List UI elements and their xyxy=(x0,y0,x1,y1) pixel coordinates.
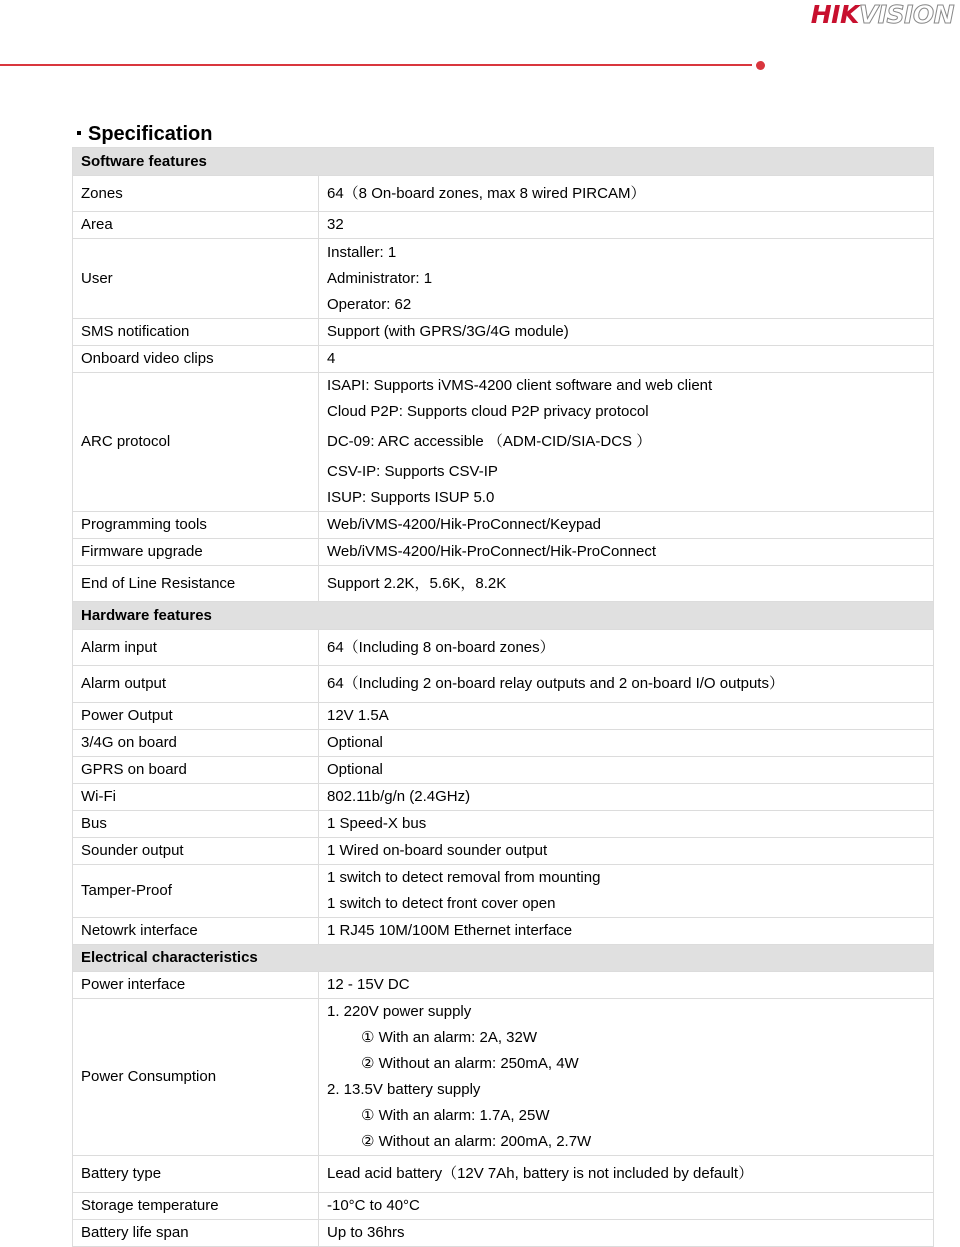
spec-label: Wi-Fi xyxy=(73,784,319,811)
table-row xyxy=(73,176,934,212)
table-row xyxy=(73,918,934,945)
category-header: Software features xyxy=(73,148,934,176)
spec-label: Storage temperature xyxy=(73,1193,319,1220)
spec-value-line: CSV-IP: Supports CSV-IP xyxy=(327,463,498,480)
spec-value: Web/iVMS-4200/Hik-ProConnect/Keypad xyxy=(319,512,934,539)
table-row xyxy=(73,811,934,838)
table-row xyxy=(73,703,934,730)
spec-value: 1 RJ45 10M/100M Ethernet interface xyxy=(319,918,934,945)
spec-value-line: Operator: 62 xyxy=(327,295,412,313)
spec-value xyxy=(319,865,934,918)
table-row xyxy=(73,784,934,811)
spec-value: Optional xyxy=(319,757,934,784)
spec-value-line: Cloud P2P: Supports cloud P2P privacy protocol xyxy=(327,403,649,420)
table-row xyxy=(73,999,934,1156)
table-row xyxy=(73,972,934,999)
spec-value-line: ① With an alarm: 2A, 32W xyxy=(361,1029,538,1046)
spec-label: SMS notification xyxy=(73,319,319,346)
spec-value-line: ① With an alarm: 1.7A, 25W xyxy=(361,1107,550,1124)
header-divider-line xyxy=(0,64,752,66)
spec-value: Web/iVMS-4200/Hik-ProConnect/Hik-ProConnect xyxy=(319,539,934,566)
header-divider-dot xyxy=(756,61,765,70)
spec-value-line: ISUP: Supports ISUP 5.0 xyxy=(327,489,495,506)
spec-value: 64（Including 8 on-board zones） xyxy=(319,630,934,666)
spec-value-line: 1 switch to detect front cover open xyxy=(327,895,556,912)
spec-value: 4 xyxy=(319,346,934,373)
table-row xyxy=(73,512,934,539)
spec-value: 1 Wired on-board sounder output xyxy=(319,838,934,865)
spec-label: Netowrk interface xyxy=(73,918,319,945)
spec-label: Alarm output xyxy=(73,666,319,703)
spec-value: 802.11b/g/n (2.4GHz) xyxy=(319,784,934,811)
spec-value-line: 1 switch to detect removal from mounting xyxy=(327,869,601,886)
spec-value: 64（8 On-board zones, max 8 wired PIRCAM） xyxy=(319,176,934,212)
spec-value: 1 Speed-X bus xyxy=(319,811,934,838)
bullet-square-icon xyxy=(77,131,81,135)
spec-value-line: Administrator: 1 xyxy=(327,269,433,287)
spec-label: End of Line Resistance xyxy=(73,566,319,602)
table-header-row xyxy=(73,148,934,176)
spec-value-line: ② Without an alarm: 200mA, 2.7W xyxy=(361,1133,592,1150)
spec-value-line: ② Without an alarm: 250mA, 4W xyxy=(361,1055,579,1072)
spec-value: 32 xyxy=(319,212,934,239)
spec-value: 12V 1.5A xyxy=(319,703,934,730)
spec-label: 3/4G on board xyxy=(73,730,319,757)
spec-label: Tamper-Proof xyxy=(73,865,319,918)
spec-label: Programming tools xyxy=(73,512,319,539)
category-header: Hardware features xyxy=(73,602,934,630)
spec-value: 12 - 15V DC xyxy=(319,972,934,999)
spec-label: Alarm input xyxy=(73,630,319,666)
spec-value xyxy=(319,373,934,512)
table-row xyxy=(73,630,934,666)
spec-label: Bus xyxy=(73,811,319,838)
table-row xyxy=(73,666,934,703)
table-header-row xyxy=(73,602,934,630)
spec-label: User xyxy=(73,239,319,319)
specification-table xyxy=(72,147,934,1247)
section-title-text: Specification xyxy=(88,123,213,145)
table-row xyxy=(73,373,934,512)
spec-label: Zones xyxy=(73,176,319,212)
spec-value: Up to 36hrs xyxy=(319,1220,934,1247)
spec-label: Firmware upgrade xyxy=(73,539,319,566)
spec-value: -10°C to 40°C xyxy=(319,1193,934,1220)
spec-label: Power Consumption xyxy=(73,999,319,1156)
table-row xyxy=(73,757,934,784)
table-row xyxy=(73,239,934,319)
spec-label: ARC protocol xyxy=(73,373,319,512)
hikvision-logo: HIKVISION xyxy=(810,0,954,29)
table-row xyxy=(73,1220,934,1247)
spec-value: Lead acid battery（12V 7Ah, battery is not included by default） xyxy=(319,1156,934,1193)
spec-label: GPRS on board xyxy=(73,757,319,784)
spec-label: Sounder output xyxy=(73,838,319,865)
table-row xyxy=(73,1193,934,1220)
spec-value: Support 2.2K，5.6K，8.2K xyxy=(319,566,934,602)
table-row xyxy=(73,319,934,346)
spec-label: Onboard video clips xyxy=(73,346,319,373)
spec-value-line: 2. 13.5V battery supply xyxy=(327,1081,481,1098)
spec-value-line: 1. 220V power supply xyxy=(327,1003,472,1020)
category-header: Electrical characteristics xyxy=(73,945,934,972)
table-row xyxy=(73,346,934,373)
spec-label: Power Output xyxy=(73,703,319,730)
table-row xyxy=(73,865,934,918)
table-header-row xyxy=(73,945,934,972)
spec-label: Battery type xyxy=(73,1156,319,1193)
section-title xyxy=(77,120,212,148)
table-row xyxy=(73,212,934,239)
spec-value: 64（Including 2 on-board relay outputs and 2 on-board I/O outputs） xyxy=(319,666,934,703)
spec-value-line: ISAPI: Supports iVMS-4200 client software and web client xyxy=(327,377,713,394)
spec-value-line: Installer: 1 xyxy=(327,243,397,261)
spec-value-line: DC-09: ARC accessible （ADM-CID/SIA-DCS ） xyxy=(327,433,652,450)
spec-value xyxy=(319,999,934,1156)
spec-label: Power interface xyxy=(73,972,319,999)
spec-value: Support (with GPRS/3G/4G module) xyxy=(319,319,934,346)
spec-value: Optional xyxy=(319,730,934,757)
spec-label: Battery life span xyxy=(73,1220,319,1247)
table-row xyxy=(73,539,934,566)
spec-value xyxy=(319,239,934,319)
table-row xyxy=(73,566,934,602)
table-row xyxy=(73,1156,934,1193)
table-row xyxy=(73,838,934,865)
table-row xyxy=(73,730,934,757)
spec-label: Area xyxy=(73,212,319,239)
